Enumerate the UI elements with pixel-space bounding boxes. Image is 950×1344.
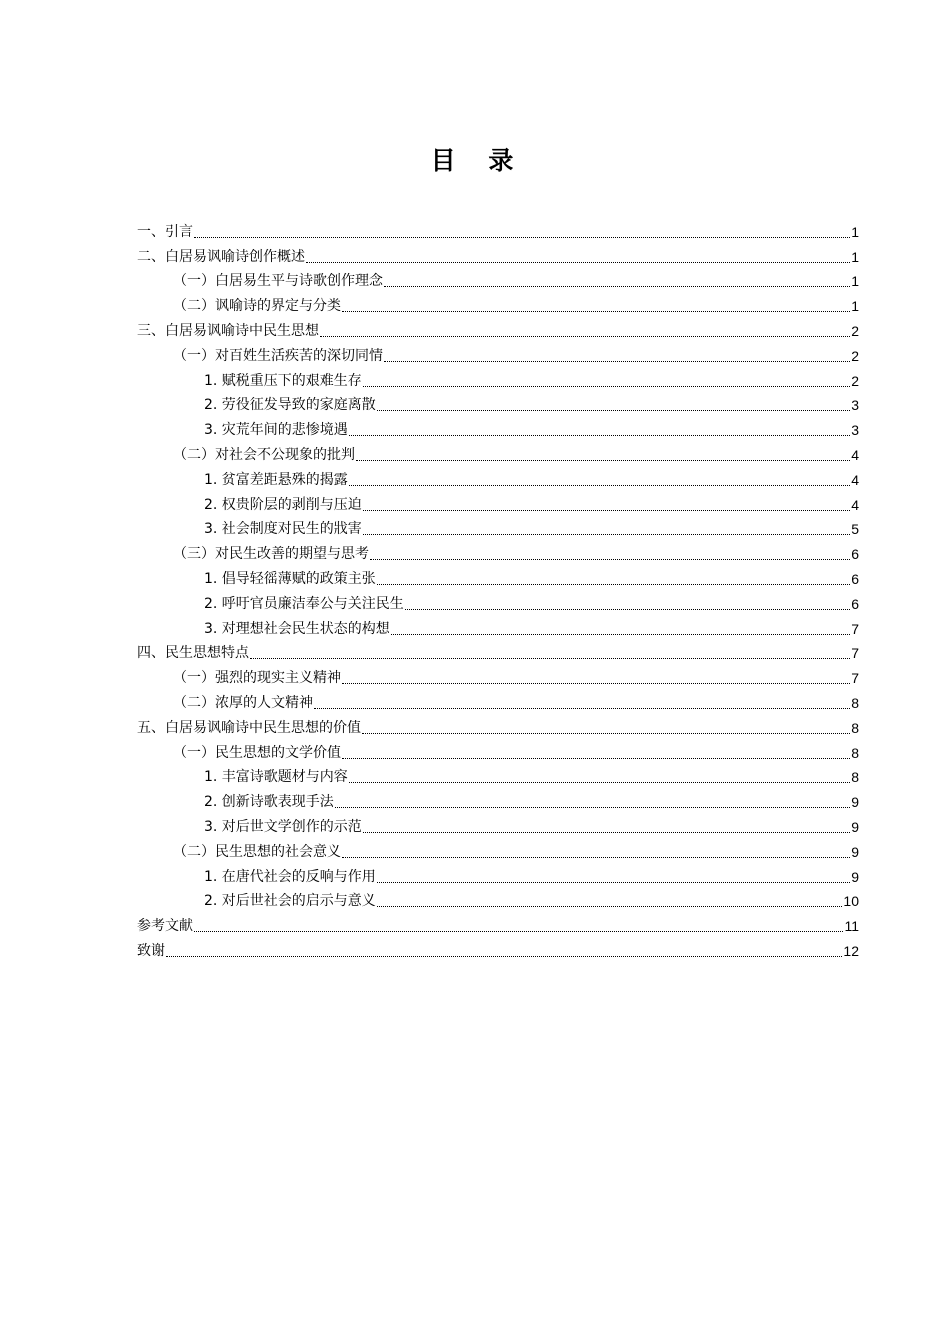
toc-entry-label: （一）对百姓生活疾苦的深切同情: [173, 347, 383, 364]
toc-entry[interactable]: [137, 836, 859, 861]
toc-entry-page-number: 11: [844, 918, 859, 935]
toc-entry-page-number: 2: [851, 347, 859, 364]
toc-entry-page-number: 7: [851, 620, 859, 637]
toc-entry[interactable]: [137, 786, 859, 811]
toc-entry-page-number: 4: [851, 496, 859, 513]
toc-entry-page-number: 3: [851, 397, 859, 414]
page-title: 目 录: [430, 145, 526, 175]
toc-entry-page-number: 1: [851, 298, 859, 315]
toc-dot-leader: [342, 297, 850, 315]
toc-entry[interactable]: [137, 712, 859, 737]
toc-dot-leader: [342, 669, 850, 687]
toc-entry-page-number: 9: [851, 868, 859, 885]
toc-entry-label: 1. 倡导轻徭薄赋的政策主张: [204, 570, 376, 587]
toc-dot-leader: [306, 248, 850, 266]
toc-dot-leader: [349, 421, 850, 439]
toc-entry[interactable]: [137, 340, 859, 365]
toc-entry-page-number: 9: [851, 818, 859, 835]
toc-entry[interactable]: [137, 563, 859, 588]
toc-entry-page-number: 8: [851, 744, 859, 761]
toc-entry[interactable]: [137, 613, 859, 638]
toc-entry-page-number: 6: [851, 595, 859, 612]
toc-entry-label: 2. 呼吁官员廉洁奉公与关注民生: [204, 595, 404, 612]
toc-dot-leader: [363, 818, 850, 836]
toc-dot-leader: [377, 892, 843, 910]
toc-entry-label: 2. 创新诗歌表现手法: [204, 794, 334, 811]
toc-entry-label: （二）民生思想的社会意义: [173, 843, 341, 860]
toc-dot-leader: [342, 744, 850, 762]
toc-dot-leader: [356, 446, 850, 464]
toc-entry-page-number: 7: [851, 645, 859, 662]
toc-entry-page-number: 2: [851, 322, 859, 339]
toc-entry-label: 二、白居易讽喻诗创作概述: [137, 248, 305, 265]
toc-dot-leader: [405, 595, 850, 613]
toc-entry[interactable]: [137, 315, 859, 340]
toc-dot-leader: [363, 372, 850, 390]
toc-entry-label: （一）民生思想的文学价值: [173, 744, 341, 761]
toc-entry[interactable]: [137, 390, 859, 415]
toc-dot-leader: [320, 322, 850, 340]
table-of-contents: [137, 216, 859, 960]
toc-entry[interactable]: [137, 687, 859, 712]
toc-entry[interactable]: [137, 414, 859, 439]
toc-entry-label: 3. 对理想社会民生状态的构想: [204, 620, 390, 637]
toc-entry-page-number: 3: [851, 422, 859, 439]
toc-entry-label: 三、白居易讽喻诗中民生思想: [137, 322, 319, 339]
toc-entry-label: 1. 赋税重压下的艰难生存: [204, 372, 362, 389]
toc-entry-page-number: 4: [851, 446, 859, 463]
toc-entry-page-number: 6: [851, 570, 859, 587]
toc-dot-leader: [314, 694, 850, 712]
toc-entry-page-number: 1: [851, 273, 859, 290]
toc-dot-leader: [250, 644, 850, 662]
toc-entry[interactable]: [137, 811, 859, 836]
toc-entry[interactable]: [137, 439, 859, 464]
toc-entry-label: 五、白居易讽喻诗中民生思想的价值: [137, 719, 361, 736]
toc-entry[interactable]: [137, 365, 859, 390]
toc-entry-label: （二）对社会不公现象的批判: [173, 446, 355, 463]
toc-entry[interactable]: [137, 910, 859, 935]
toc-entry[interactable]: [137, 662, 859, 687]
toc-entry[interactable]: [137, 241, 859, 266]
toc-entry-page-number: 5: [851, 521, 859, 538]
toc-entry-label: 一、引言: [137, 223, 193, 240]
toc-entry-page-number: 4: [851, 471, 859, 488]
toc-entry-page-number: 6: [851, 546, 859, 563]
toc-entry-page-number: 12: [843, 942, 859, 959]
toc-dot-leader: [335, 793, 850, 811]
toc-entry-page-number: 9: [851, 794, 859, 811]
toc-dot-leader: [377, 868, 850, 886]
toc-dot-leader: [363, 520, 850, 538]
toc-entry[interactable]: [137, 216, 859, 241]
toc-entry-page-number: 9: [851, 843, 859, 860]
toc-entry[interactable]: [137, 886, 859, 911]
toc-entry-label: 1. 贫富差距悬殊的揭露: [204, 471, 348, 488]
toc-entry[interactable]: [137, 861, 859, 886]
toc-entry[interactable]: [137, 638, 859, 663]
toc-entry-label: 2. 对后世社会的启示与意义: [204, 893, 376, 910]
toc-entry-label: （一）白居易生平与诗歌创作理念: [173, 273, 383, 290]
toc-entry[interactable]: [137, 737, 859, 762]
toc-entry[interactable]: [137, 935, 859, 960]
toc-entry[interactable]: [137, 489, 859, 514]
toc-dot-leader: [377, 396, 850, 414]
toc-entry[interactable]: [137, 266, 859, 291]
toc-entry-label: 四、民生思想特点: [137, 645, 249, 662]
toc-entry[interactable]: [137, 464, 859, 489]
toc-dot-leader: [349, 471, 850, 489]
toc-entry-page-number: 8: [851, 719, 859, 736]
toc-entry-page-number: 7: [851, 670, 859, 687]
toc-entry[interactable]: [137, 588, 859, 613]
toc-entry-label: 2. 劳役征发导致的家庭离散: [204, 397, 376, 414]
toc-entry-label: （二）浓厚的人文精神: [173, 694, 313, 711]
toc-entry-page-number: 1: [851, 248, 859, 265]
toc-entry-label: 1. 丰富诗歌题材与内容: [204, 769, 348, 786]
toc-dot-leader: [166, 942, 842, 960]
toc-dot-leader: [194, 917, 843, 935]
toc-dot-leader: [384, 272, 850, 290]
toc-entry-label: 3. 社会制度对民生的戕害: [204, 521, 362, 538]
toc-entry[interactable]: [137, 538, 859, 563]
toc-dot-leader: [342, 843, 850, 861]
toc-entry-page-number: 8: [851, 694, 859, 711]
toc-entry-page-number: 8: [851, 769, 859, 786]
toc-dot-leader: [384, 347, 850, 365]
toc-entry-page-number: 2: [851, 372, 859, 389]
toc-entry-page-number: 1: [851, 223, 859, 240]
toc-entry-label: 3. 对后世文学创作的示范: [204, 818, 362, 835]
toc-entry-label: （一）强烈的现实主义精神: [173, 670, 341, 687]
toc-dot-leader: [370, 545, 850, 563]
toc-entry-label: 参考文献: [137, 918, 193, 935]
toc-dot-leader: [362, 719, 850, 737]
toc-dot-leader: [391, 620, 850, 638]
toc-entry-label: 1. 在唐代社会的反响与作用: [204, 868, 376, 885]
toc-entry-label: 3. 灾荒年间的悲惨境遇: [204, 422, 348, 439]
toc-dot-leader: [363, 496, 850, 514]
toc-entry-label: （三）对民生改善的期望与思考: [173, 546, 369, 563]
toc-entry-label: 致谢: [137, 942, 165, 959]
toc-entry[interactable]: [137, 514, 859, 539]
toc-entry-page-number: 10: [843, 893, 859, 910]
toc-entry[interactable]: [137, 290, 859, 315]
toc-entry[interactable]: [137, 762, 859, 787]
toc-dot-leader: [194, 223, 850, 241]
toc-entry-label: 2. 权贵阶层的剥削与压迫: [204, 496, 362, 513]
toc-entry-label: （二）讽喻诗的界定与分类: [173, 298, 341, 315]
toc-dot-leader: [349, 768, 850, 786]
toc-dot-leader: [377, 570, 850, 588]
